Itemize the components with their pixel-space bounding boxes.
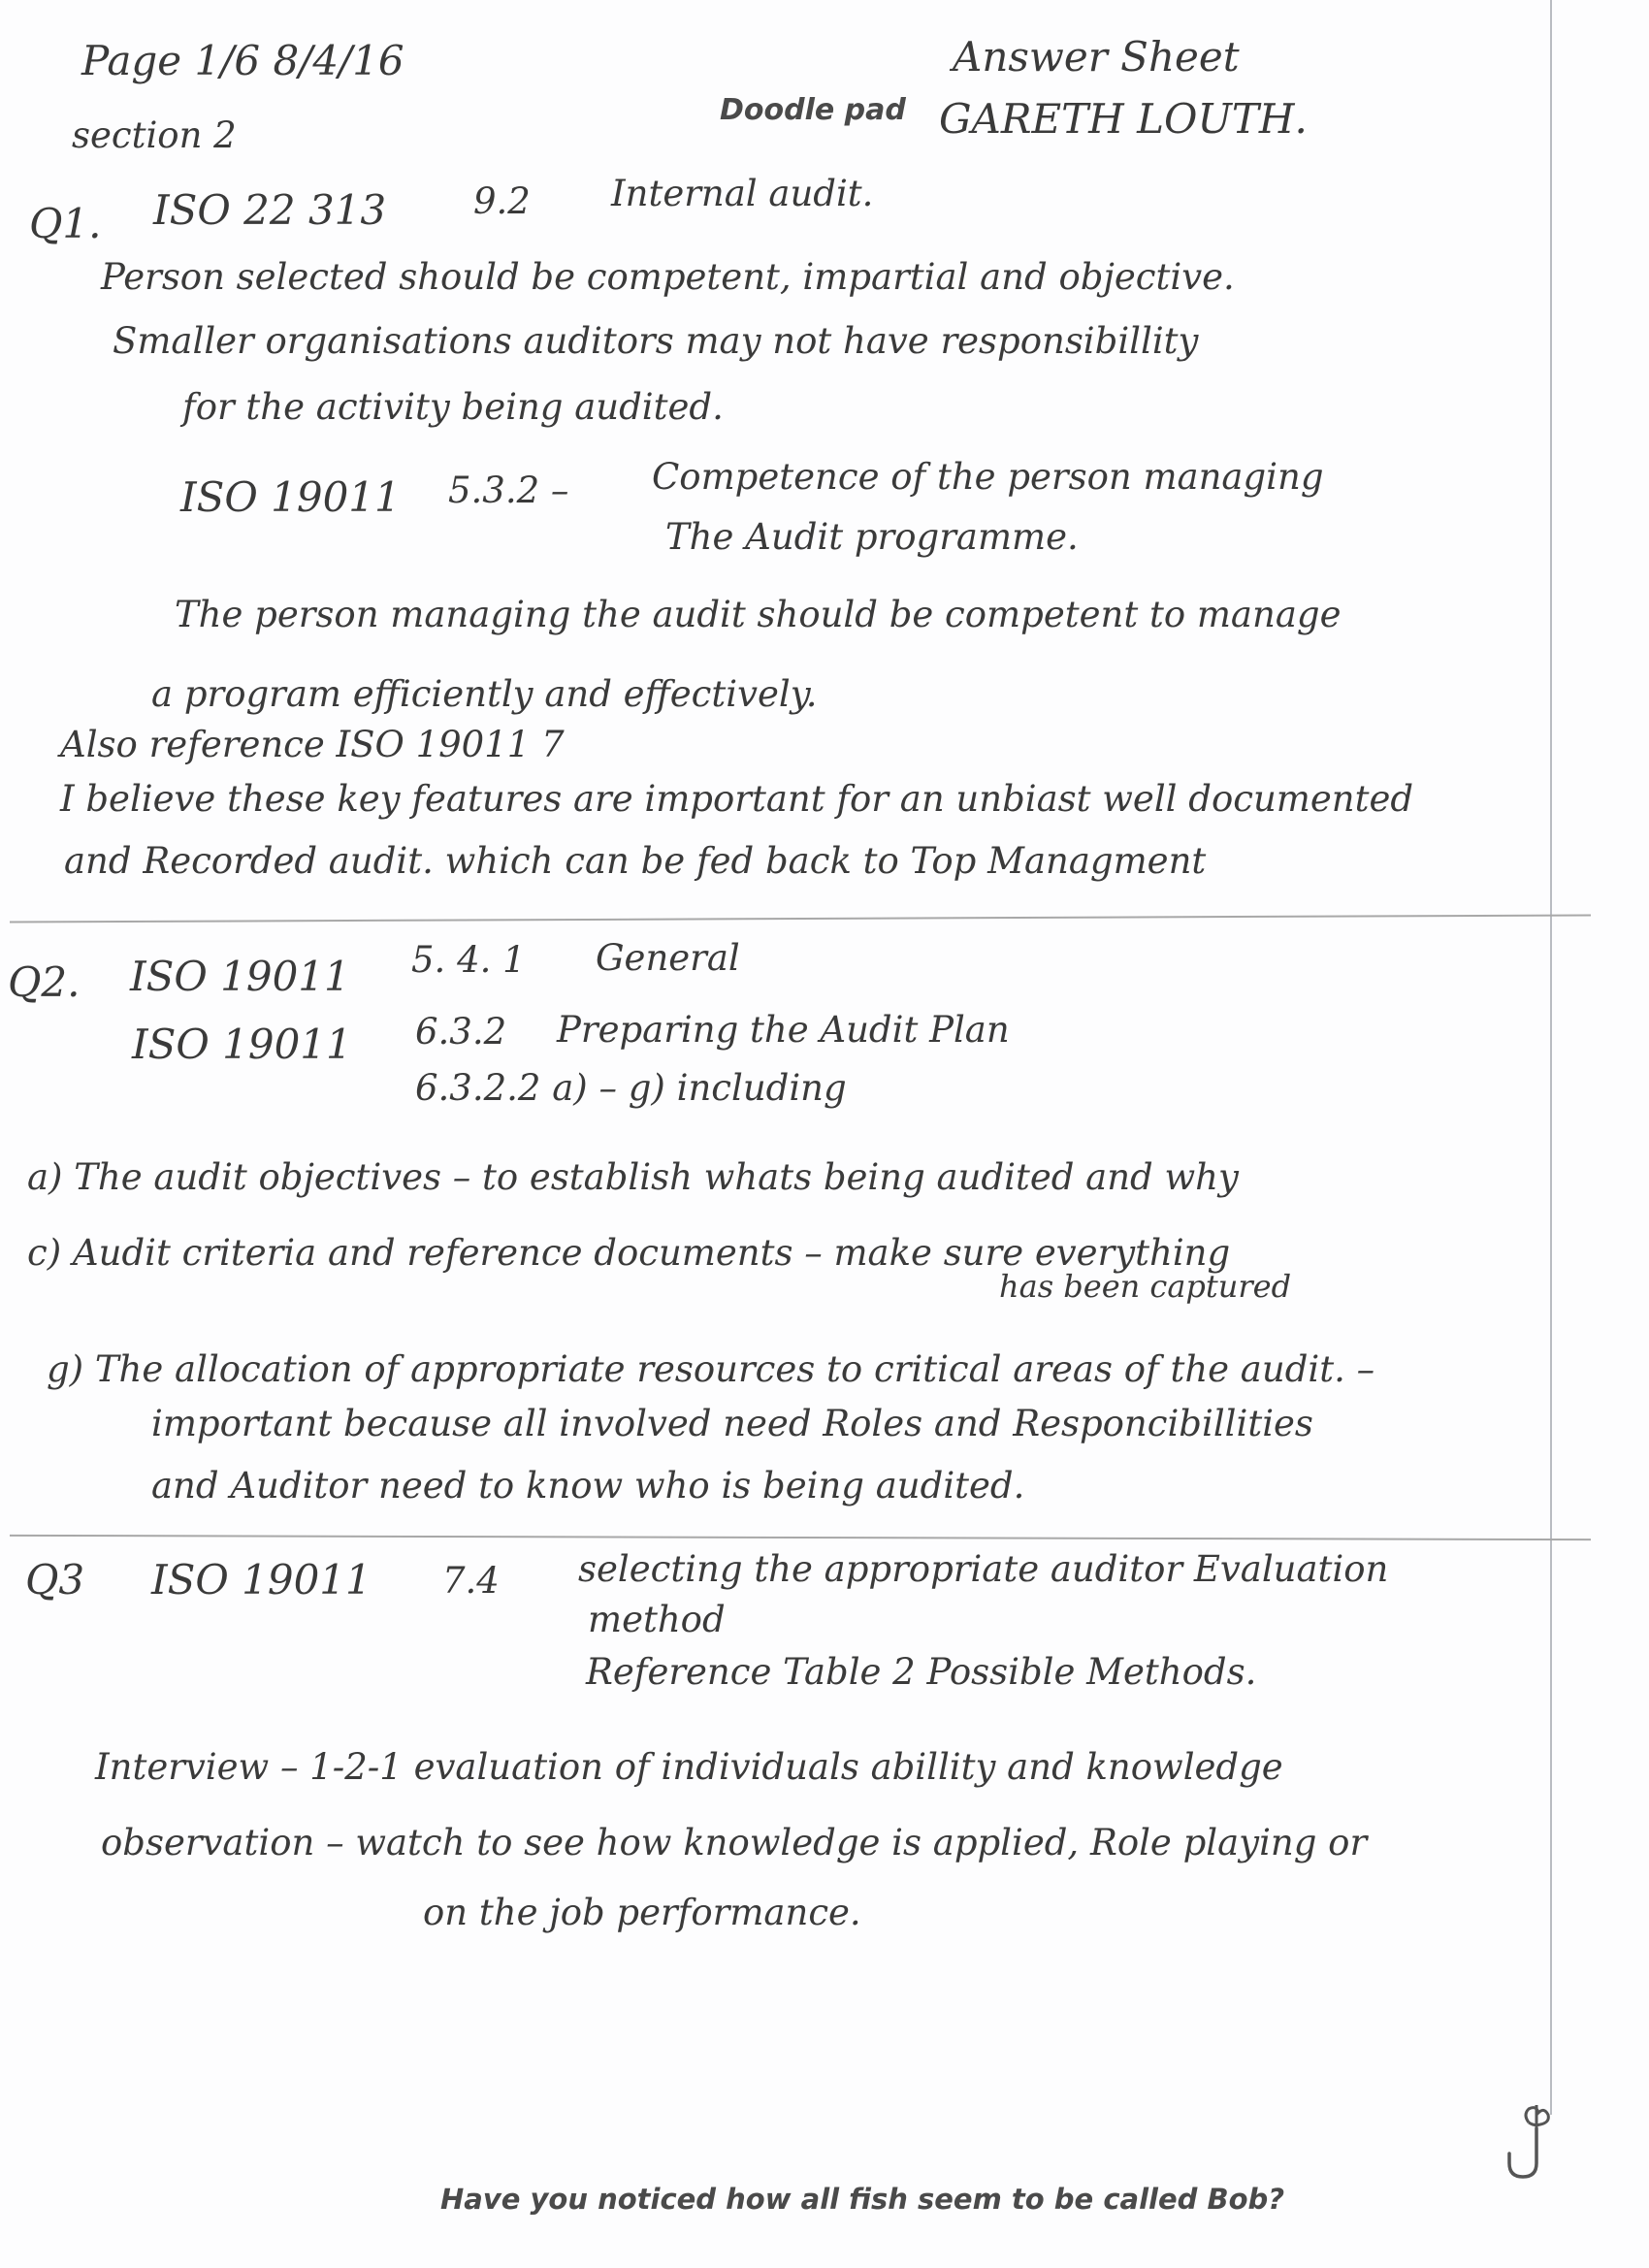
q3-interview: Interview – 1-2-1 evaluation of individuals abillity and knowledge — [95, 1746, 1283, 1788]
q2-item-c-2: has been captured — [999, 1268, 1292, 1305]
q1-line-1: Person selected should be competent, impartial and objective. — [101, 256, 1235, 298]
section-label: section 2 — [72, 114, 237, 156]
q2-reference-a: ISO 19011 — [130, 953, 350, 1000]
q1-closing-2: and Recorded audit. which can be fed back to Top Managment — [64, 840, 1207, 882]
q1-clause: 9.2 — [473, 180, 531, 222]
q1-line-3: for the activity being audited. — [182, 386, 724, 428]
brand-logo: Doodle pad — [720, 93, 906, 127]
q2-reference-b-title: Preparing the Audit Plan — [557, 1009, 1010, 1051]
q1-line-5: a program efficiently and effectively. — [151, 673, 818, 715]
q1-reference-2-title-2: The Audit programme. — [665, 516, 1079, 558]
q2-reference-b-clause: 6.3.2 — [415, 1011, 507, 1053]
q3-observation-2: on the job performance. — [423, 1892, 861, 1933]
q2-label: Q2. — [8, 958, 81, 1006]
fish-hook-icon — [1502, 2105, 1556, 2183]
q1-reference: ISO 22 313 — [153, 186, 387, 234]
q3-observation-1: observation – watch to see how knowledge is applied, Role playing or — [101, 1822, 1368, 1863]
q3-title-2: method — [588, 1599, 726, 1640]
q2-reference-b: ISO 19011 — [132, 1021, 352, 1068]
divider-q2-q3 — [10, 1535, 1591, 1540]
page-number-date: Page 1/6 8/4/16 — [81, 37, 404, 84]
q1-clause-title: Internal audit. — [611, 173, 874, 214]
page-edge-line — [1550, 0, 1552, 2115]
q2-item-g-3: and Auditor need to know who is being audited. — [151, 1465, 1025, 1507]
q2-subclause: 6.3.2.2 a) – g) including — [415, 1067, 847, 1109]
q1-closing-1: I believe these key features are important for an unbiast well documented — [60, 778, 1414, 820]
footer-slogan: Have you noticed how all fish seem to be called Bob? — [440, 2183, 1285, 2216]
q2-item-g-1: g) The allocation of appropriate resources to critical areas of the audit. – — [47, 1348, 1375, 1390]
q3-clause: 7.4 — [442, 1560, 500, 1602]
q1-label: Q1. — [29, 200, 102, 247]
q1-reference-2-title-1: Competence of the person managing — [652, 456, 1324, 498]
author-name: GARETH LOUTH. — [939, 95, 1308, 143]
q1-line-2: Smaller organisations auditors may not have responsibillity — [113, 320, 1199, 362]
sheet-title: Answer Sheet — [953, 33, 1240, 81]
q3-title-1: selecting the appropriate auditor Evaluation — [578, 1548, 1389, 1590]
q1-reference-2: ISO 19011 — [180, 473, 401, 521]
q2-item-a: a) The audit objectives – to establish whats being audited and why — [27, 1156, 1239, 1198]
q3-label: Q3 — [25, 1556, 85, 1604]
q3-reference: ISO 19011 — [151, 1556, 372, 1604]
q2-reference-a-clause: 5. 4. 1 — [411, 939, 526, 981]
q2-item-c-1: c) Audit criteria and reference documents – make sure everything — [27, 1232, 1231, 1274]
q1-reference-2-clause: 5.3.2 – — [448, 470, 569, 511]
q3-table-reference: Reference Table 2 Possible Methods. — [586, 1651, 1257, 1693]
q1-also-reference: Also reference ISO 19011 7 — [60, 724, 565, 765]
q1-line-4: The person managing the audit should be competent to manage — [175, 594, 1342, 635]
q2-reference-a-title: General — [596, 937, 740, 979]
divider-q1-q2 — [10, 914, 1591, 923]
q2-item-g-2: important because all involved need Roles and Responcibillities — [151, 1403, 1313, 1444]
